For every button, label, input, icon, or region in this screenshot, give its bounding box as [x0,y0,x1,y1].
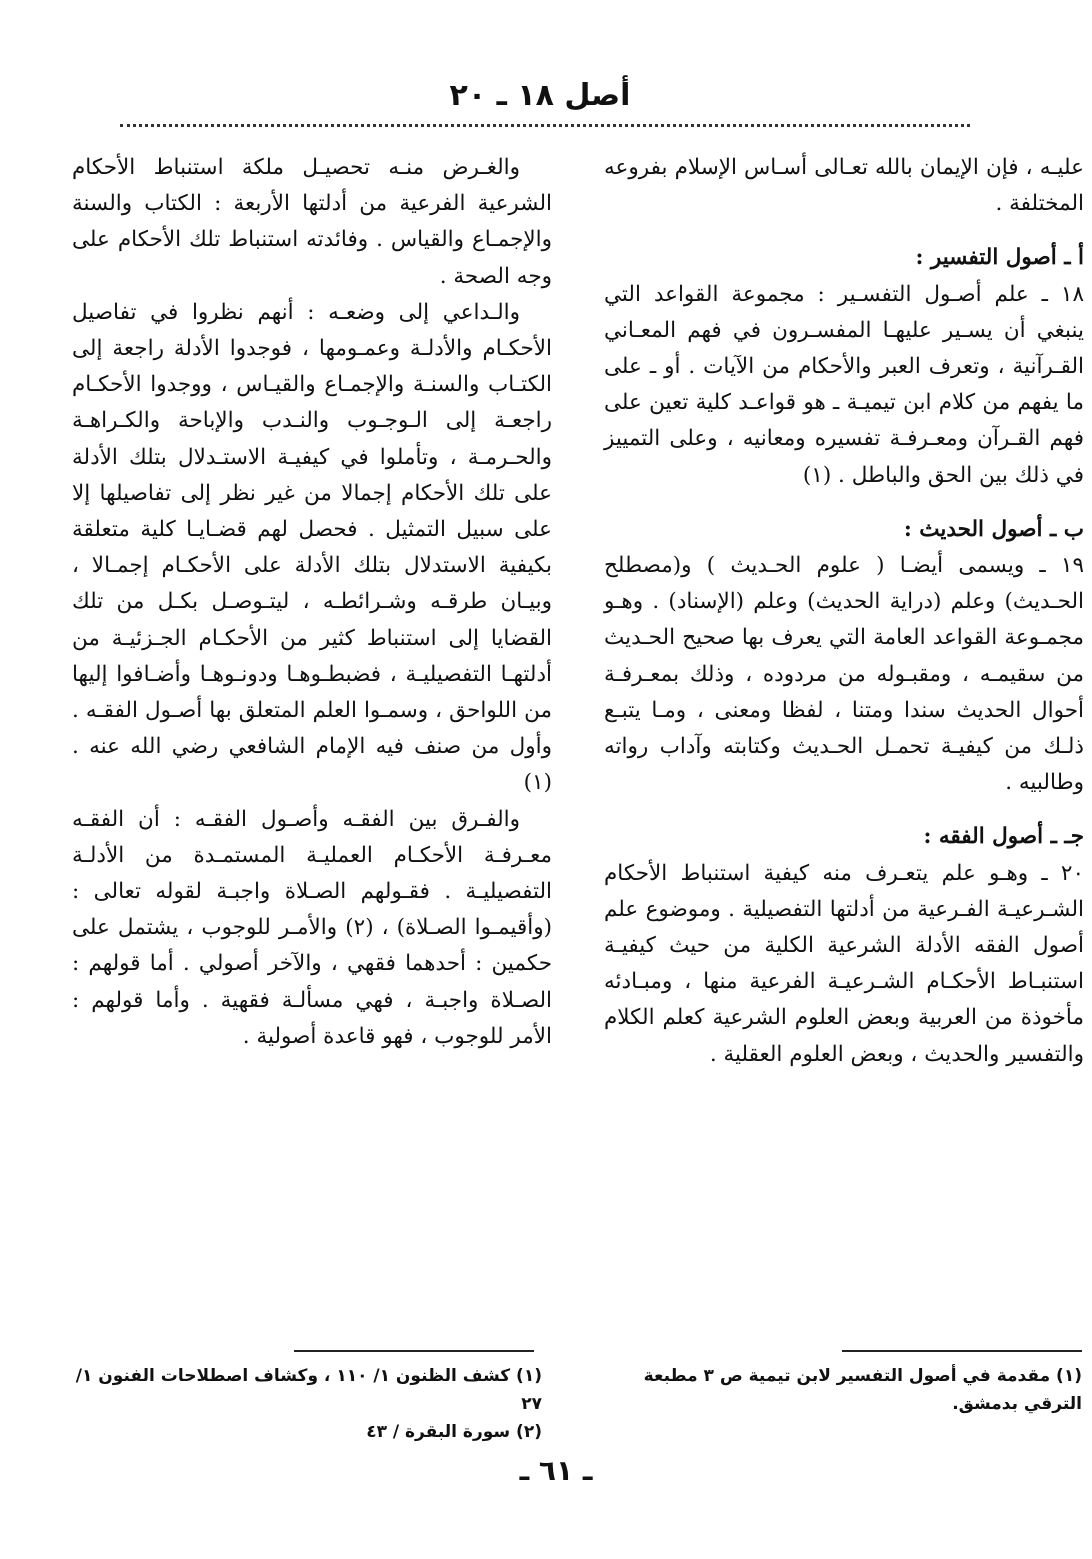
footnotes-right [602,1362,1082,1418]
header-divider [120,124,970,127]
paragraph: والفـرق بين الفقـه وأصـول الفقـه : أن الفقـه معـرفـة الأحكـام العمليـة المستمـدة من الأدلـة التفصيليـة . فقـولهم الصـلاة واجبـة لقوله تعالى : (وأقيمـوا الصـلاة) ، (٢) والأمـر للوجوب ، يشتمل على حكمين : أحدهما فقهي ، والآخر أصولي . أما قولهم : الصـلاة واجبـة ، فهي مسألـة فقهية . وأما قولهم : الأمر للوجوب ، فهو قاعدة أصولية . [72,806,552,1049]
page-number: ـ ٦١ ـ [519,1454,593,1487]
right-column [604,150,1084,1073]
paragraph: ٢٠ ـ وهـو علم يتعـرف منه كيفية استنباط الأحكام الشـرعيـة الفـرعية من أدلتها التفصيلية . وموضوع علم أصول الفقه الأدلة الشرعية الكلية من حيث كيفيـة استنبـاط الأحكـام الشـرعيـة الفرعية منها ، ومبـادئه مأخوذة من العربية وبعض العلوم الشرعية كعلم الكلام والتفسير والحديث ، وبعض العلوم العقلية . [604,860,1084,1067]
page-title: أصل ١٨ ـ ٢٠ [449,78,631,113]
paragraph: ١٩ ـ ويسمى أيضـا ( علوم الحـديث ) و(مصطلح الحـديث) وعلم (دراية الحديث) وعلم (الإسناد) . وهـو مجمـوعة القواعد العامة التي يعرف بها صحيح الحـديث من سقيمـه ، ومقبـوله من مردوده ، وذلك بمعـرفـة أحوال الحديث سندا ومتنا ، لفظا ومعنى ، ومـا يتبـع ذلـك من كيفيـة تحمـل الحـديث وكتابته وآداب رواته وطالبيه . [604,553,1084,796]
footnote: (١) كشف الظنون ١/ ١١٠ ، وكشاف اصطلاحات الفنون ١/ ٢٧ [75,1366,542,1414]
footnote: (١) مقدمة في أصول التفسير لابن تيمية ص ٣ مطبعة الترقي بدمشق. [643,1366,1082,1414]
section-heading-fiqh: جـ ـ أصول الفقه : [923,824,1084,850]
footnote-divider [842,1350,1082,1352]
paragraph: والـداعي إلى وضعـه : أنهم نظروا في تفاصيل الأحكـام والأدلـة وعمـومها ، فوجدوا الأدلة راجعة إلى الكتـاب والسنـة والإجمـاع والقيـاس ، ووجدوا الأحكـام راجعـة إلى الـوجـوب والنـدب والإباحة والكـراهـة والحـرمـة ، وتأملوا في كيفيـة الاستـدلال بتلك الأدلة على تلك الأحكام إجمالا من غير نظر إلى تفاصيلها إلا على سبيل التمثيل . فحصل لهم قضـايـا كلية متعلقة بكيفية الاستدلال بتلك الأدلة على الأحكـام إجمـالا ، وبيـان طرقـه وشـرائطـه ، ليتـوصـل بكـل من تلك القضايا إلى استنباط كثير من الأحكـام الجـزئيـة من أدلتهـا التفصيليـة ، فضبطـوهـا ودونـوهـا وأضـافوا إليها من اللواحق ، وسمـوا العلم المتعلق بها أصـول الفقـه . وأول من صنف فيه الإمام الشافعي رضي الله عنه . (١) [72,299,552,796]
section-heading-hadith: ب ـ أصول الحديث : [903,516,1084,542]
footnote-divider [294,1350,534,1352]
paragraph: والغـرض منـه تحصيـل ملكة استنباط الأحكام الشرعية الفرعية من أدلتها الأربعة : الكتاب والسنة والإجمـاع والقياس . وفائدته استنباط تلك الأحكام على وجه الصحة . [72,155,552,289]
footnote: (٢) سورة البقرة / ٤٣ [366,1422,542,1442]
footnotes-left [72,1362,542,1446]
paragraph: ١٨ ـ علم أصـول التفسـير : مجموعة القواعد التي ينبغي أن يسـير عليهـا المفسـرون في فهم المعـاني القـرآنية ، وتعرف العبر والأحكام من الآيات . أو ـ على ما يفهم من كلام ابن تيميـة ـ هو قواعـد كلية تعين على فهم القـرآن ومعـرفـة تفسيره ومعانيه ، وعلى التمييز في ذلك بين الحق والباطل . (١) [604,281,1084,488]
left-column [72,150,552,1055]
section-heading-tafsir: أ ـ أصول التفسير : [915,245,1084,271]
paragraph: عليـه ، فإن الإيمان بالله تعـالى أسـاس الإسلام بفروعه المختلفة . [604,155,1084,217]
